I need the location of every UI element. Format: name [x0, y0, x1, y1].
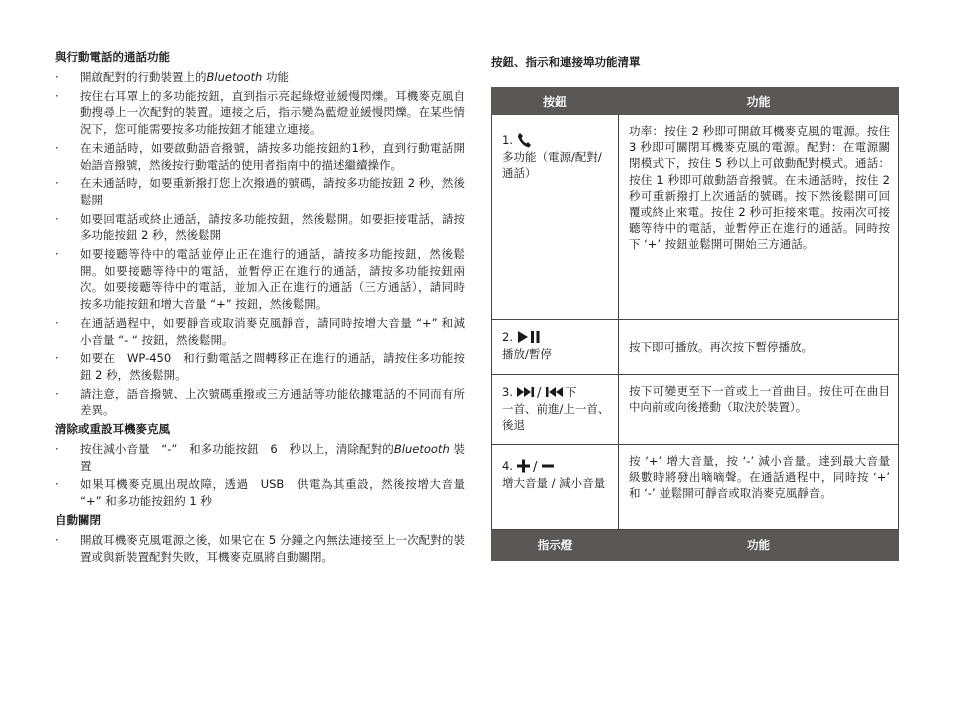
key-label: 增大音量 / 減小音量: [502, 476, 606, 490]
row-number: 3.: [502, 385, 513, 399]
table-title: 按鈕、指示和連接埠功能清單: [491, 55, 641, 69]
bullet: ·: [55, 176, 59, 191]
list-item: · 在未通話時，如要啟動語音撥號，請按多功能按鈕約1秒，直到行動電話開始語音撥號，然後按行動電話的使用者指南中的描述繼續操作。: [55, 140, 465, 172]
bullet: ·: [55, 247, 59, 262]
function-cell: 功率：按住 2 秒即可開啟耳機麥克風的電源。按住 3 秒即可關閉耳機麥克風的電源。配對：在電源關閉模式下，按住 5 秒以上可啟動配對模式。通話：按住 1 秒即可啟動語音撥號。在未通話時，按住 2 秒可重新撥打上次通話的號碼。按下然後鬆開可回覆或終止來電。按住 2 秒可拒接來電。按兩次可接聽等待中的電話，並暫停正在進行的通話。同時按下 ‘+’ 按鈕並鬆開可開始三方通話。: [619, 115, 899, 320]
bullet: ·: [55, 140, 59, 155]
bullet: ·: [55, 351, 59, 366]
list-item: · 在未通話時，如要重新撥打您上次撥過的號碼，請按多功能按鈕 2 秒，然後鬆開: [55, 176, 465, 207]
key-cell: [492, 445, 619, 530]
function-cell: 按 ‘+’ 增大音量，按 ‘-’ 減小音量。達到最大音量級數時將發出嘀嘀聲。在通話過程中，同時按 ‘+’ 和 ‘-’ 並鬆開可靜音或取消麥克風靜音。: [619, 445, 899, 530]
list-item: · 如要回電話或終止通話，請按多功能按鈕，然後鬆開。如要拒接電話，請按多功能按鈕 2 秒，然後鬆開: [55, 211, 465, 243]
play-pause-icon: [517, 330, 541, 344]
left-column: [55, 50, 465, 568]
list-item: · 在通話過程中，如要靜音或取消麥克風靜音，請同時按增大音量 “+” 和減小音量 “- “ 按鈕，然後鬆開。: [55, 315, 465, 347]
phone-icon: [517, 132, 531, 148]
list-item: · 如要在 WP-450 和行動電話之間轉移正在進行的通話，請按住多功能按鈕 2 秒，然後鬆開。: [55, 351, 465, 382]
table-row: [492, 320, 899, 375]
phone-call-list: [55, 69, 465, 419]
bullet: ·: [55, 386, 59, 401]
section-title-phone-calls: 與行動電話的通話功能: [55, 50, 170, 64]
bullet: ·: [55, 315, 59, 330]
key-label-tail: 下: [564, 385, 577, 399]
bullet: ·: [55, 211, 59, 226]
svg-text:/: /: [532, 460, 538, 473]
list-item: · 如果耳機麥克風出現故障，透過 USB 供電為其重設，然後按增大音量 “+” 和多功能按鈕約 1 秒: [55, 477, 465, 509]
function-cell: 按下即可播放。再次按下暫停播放。: [619, 320, 899, 375]
bullet: ·: [55, 442, 59, 457]
key-cell: [492, 375, 619, 445]
key-cell: [492, 320, 619, 375]
footer-indicator: 指示燈: [492, 530, 619, 561]
svg-text:/: /: [536, 386, 542, 399]
reset-list: [55, 441, 465, 510]
list-item: · 開啟配對的行動裝置上的Bluetooth 功能: [55, 70, 289, 84]
section-title-auto-off: 自動關閉: [55, 512, 101, 527]
header-function: 功能: [619, 88, 899, 115]
key-cell: [492, 115, 619, 320]
bullet: ·: [55, 88, 59, 103]
footer-function: 功能: [619, 530, 899, 561]
function-table: [491, 87, 899, 561]
bullet: ·: [55, 532, 59, 547]
list-item: · 如要接聽等待中的電話並停止正在進行的通話，請按多功能按鈕，然後鬆開。如要接聽等待中的電話，並暫停正在進行的通話，請按多功能按鈕兩次。如要接聽等待中的電話，並加入正在進行的通話（三方通話），請同時按多功能按鈕和增大音量 “+” 按鈕，然後鬆開。: [55, 247, 465, 312]
table-footer-row: [492, 530, 899, 561]
list-item: · 按住右耳罩上的多功能按鈕，直到指示亮起綠燈並緩慢閃爍。耳機麥克風自動搜尋上一次配對的裝置。連接之后，指示變為藍燈並緩慢閃爍。在某些情況下，您可能需要按多功能按鈕才能建立連接。: [55, 88, 465, 137]
table-row: [492, 115, 899, 320]
table-row: [492, 445, 899, 530]
list-item: · 請注意，語音撥號、上次號碼重撥或三方通話等功能依據電話的不同而有所差異。: [55, 386, 465, 418]
list-item: · 按住減小音量 “-” 和多功能按鈕 6 秒以上，清除配對的Bluetooth 裝置: [55, 442, 466, 473]
bullet: ·: [55, 477, 59, 492]
function-cell: 按下可變更至下一首或上一首曲目。按住可在曲目中向前或向後捲動（取決於裝置）。: [619, 375, 899, 445]
bullet: ·: [55, 70, 59, 84]
right-column: [491, 50, 898, 561]
table-row: [492, 375, 899, 445]
auto-off-list: [55, 532, 465, 565]
header-button: 按鈕: [492, 88, 619, 115]
list-item: · 開啟耳機麥克風電源之後，如果它在 5 分鐘之內無法連接至上一次配對的裝置或與新裝置配對失敗，耳機麥克風將自動關閉。: [55, 532, 465, 564]
row-number: 2.: [502, 330, 513, 344]
section-title-reset: 清除或重設耳機麥克風: [55, 422, 170, 437]
row-number: 4.: [502, 459, 513, 473]
key-label: 一首、前進/上一首、後退: [502, 402, 610, 433]
key-label: 播放/暫停: [502, 347, 552, 361]
row-number: 1.: [502, 133, 513, 147]
key-label: 多功能（電源/配對/通話）: [502, 150, 602, 181]
volume-plus-minus-icon: [517, 459, 555, 473]
table-header-row: [492, 88, 899, 115]
